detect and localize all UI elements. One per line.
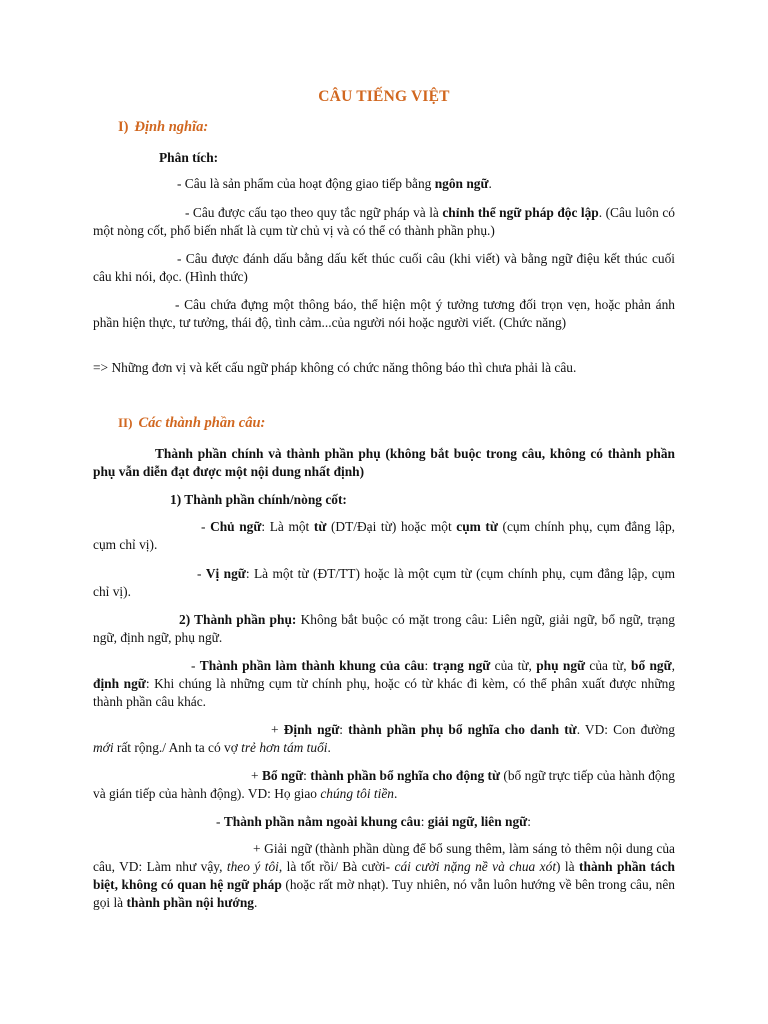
section-label: Các thành phần câu: — [138, 415, 266, 431]
paragraph-1: - Câu là sản phẩm của hoạt động giao tiếp bằng ngôn ngữ. — [177, 176, 492, 191]
subheading-phan-tich: Phân tích: — [159, 150, 219, 165]
paragraph-conclusion: => Những đơn vị và kết cấu ngữ pháp không có chức năng thông báo thì chưa phải là câu. — [93, 360, 577, 375]
paragraph-outer-component: - Thành phần nằm ngoài khung câu: giải ngữ, liên ngữ: — [216, 814, 531, 829]
section-number: I) — [118, 119, 129, 135]
paragraph-frame-component: - Thành phần làm thành khung của câu: trạng ngữ của từ, phụ ngữ của từ, bổ ngữ, định ngữ: Khi chúng là những cụm từ chính phụ, hoặc có từ khác đi kèm, có thể phân xuất được những thành phần câu khác. — [93, 658, 676, 709]
paragraph-predicate: - Vị ngữ: Là một từ (ĐT/TT) hoặc là một cụm từ (cụm chính phụ, cụm đẳng lập, cụm chỉ vị). — [93, 566, 675, 599]
section-number: II) — [118, 415, 133, 430]
paragraph-complement: + Bổ ngữ: thành phần bổ nghĩa cho động từ (bổ ngữ trực tiếp của hành động và gián tiếp của hành động). VD: Họ giao chúng tôi tiền. — [93, 768, 676, 801]
paragraph-subject: - Chủ ngữ: Là một từ (DT/Đại từ) hoặc một cụm từ (cụm chính phụ, cụm đẳng lập, cụm chỉ vị). — [93, 519, 675, 552]
paragraph-2: - Câu được cấu tạo theo quy tắc ngữ pháp và là chỉnh thể ngữ pháp độc lập. (Câu luôn có một nòng cốt, phổ biến nhất là cụm từ chủ vị và có thể có thành phần phụ.) — [93, 205, 675, 238]
paragraph-components-intro: Thành phần chính và thành phần phụ (không bắt buộc trong câu, không có thành phần phụ vẫn diễn đạt được một nội dung nhất định) — [93, 446, 675, 479]
subheading-main-component: 1) Thành phần chính/nòng cốt: — [170, 492, 347, 507]
paragraph-attribute: + Định ngữ: thành phần phụ bổ nghĩa cho danh từ. VD: Con đường mới rất rộng./ Anh ta có vợ trẻ hơn tám tuổi. — [93, 722, 675, 755]
section-label: Định nghĩa: — [134, 119, 209, 135]
section-heading-components — [118, 414, 265, 432]
paragraph-appositive: + Giải ngữ (thành phần dùng để bổ sung thêm, làm sáng tỏ thêm nội dung của câu, VD: Làm như vậy, theo ý tôi, là tốt rồi/ Bà cười- cái cười nặng nề và chua xót) là thành phần tách biệt, không có quan hệ ngữ pháp (hoặc rất mờ nhạt). Tuy nhiên, nó vẫn luôn hướng về bên trong câu, nên gọi là thành phần nội hướng. — [93, 841, 675, 910]
paragraph-3: - Câu được đánh dấu bằng dấu kết thúc cuối câu (khi viết) và bằng ngữ điệu kết thúc cuối câu khi nói, đọc. (Hình thức) — [93, 251, 675, 284]
paragraph-4: - Câu chứa đựng một thông báo, thể hiện một ý tưởng tương đối trọn vẹn, hoặc phản ánh phần hiện thực, tư tưởng, thái độ, tình cảm...của người nói hoặc người viết. (Chức năng) — [93, 297, 675, 330]
paragraph-secondary-component: 2) Thành phần phụ: Không bắt buộc có mặt trong câu: Liên ngữ, giải ngữ, bổ ngữ, trạng ngữ, định ngữ, phụ ngữ. — [93, 612, 675, 645]
page-title: CÂU TIẾNG VIỆT — [318, 88, 450, 105]
section-heading-definition — [118, 118, 208, 136]
